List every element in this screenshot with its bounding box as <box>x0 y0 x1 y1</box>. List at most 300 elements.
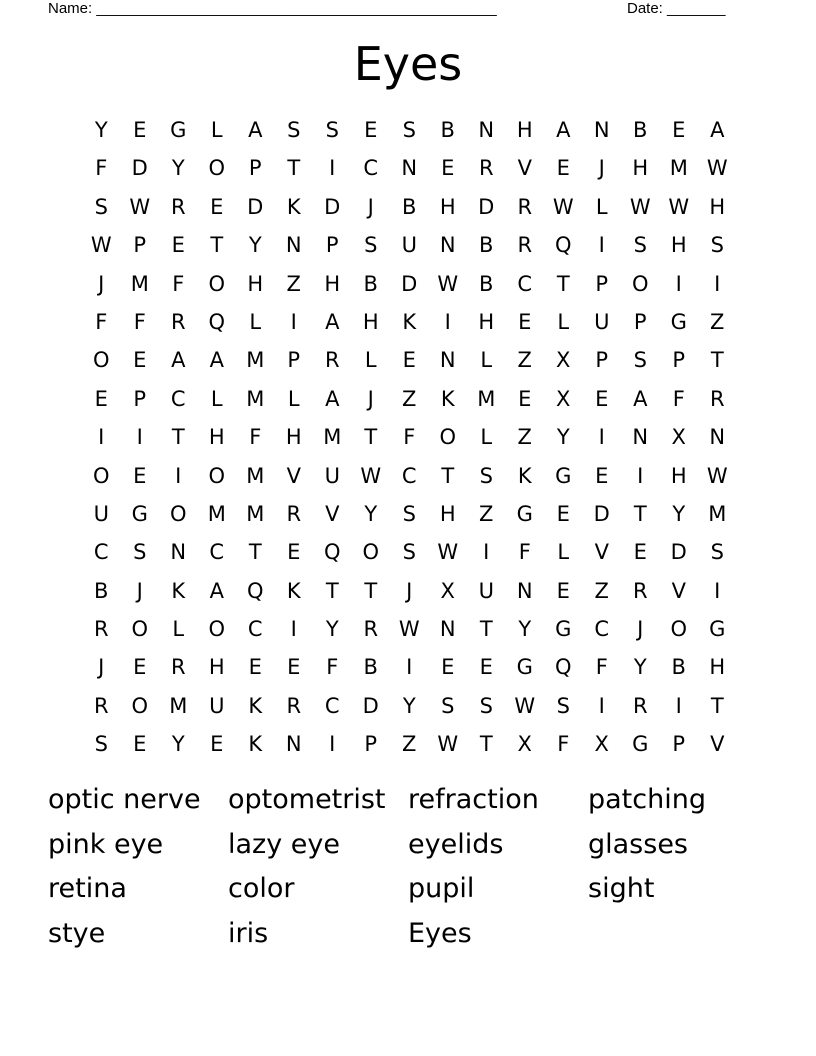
grid-letter: E <box>595 386 609 411</box>
grid-letter: O <box>92 463 110 488</box>
grid-letter: J <box>367 386 374 411</box>
grid-letter: K <box>286 578 301 603</box>
grid-row <box>82 380 750 418</box>
grid-letter: O <box>631 271 649 296</box>
grid-letter: Y <box>633 655 647 680</box>
grid-letter: L <box>364 348 377 373</box>
grid-letter: E <box>364 118 378 142</box>
grid-letter: V <box>325 501 340 526</box>
word-bank-item: Eyes <box>408 918 472 950</box>
grid-letter: N <box>439 348 456 373</box>
grid-letter: Z <box>402 386 417 411</box>
word-bank-item: stye <box>48 918 106 950</box>
grid-letter: S <box>633 348 647 373</box>
grid-letter: E <box>133 655 147 680</box>
word-bank <box>48 780 768 959</box>
grid-letter: W <box>706 156 728 181</box>
grid-letter: G <box>131 501 148 526</box>
grid-row <box>82 725 750 763</box>
grid-letter: E <box>133 732 147 757</box>
grid-letter: M <box>477 386 496 411</box>
grid-letter: K <box>171 578 186 603</box>
grid-letter: M <box>246 386 265 411</box>
grid-letter: Y <box>248 233 262 258</box>
grid-letter: H <box>516 118 533 142</box>
grid-letter: O <box>439 425 457 450</box>
grid-letter: D <box>324 194 341 219</box>
grid-letter: A <box>171 348 186 373</box>
grid-letter: I <box>637 463 644 488</box>
grid-letter: O <box>208 156 226 181</box>
grid-letter: G <box>632 732 649 757</box>
grid-row <box>82 303 750 341</box>
grid-letter: Z <box>286 271 301 296</box>
grid-letter: O <box>362 540 380 565</box>
grid-letter: K <box>248 693 263 718</box>
grid-letter: W <box>437 540 459 565</box>
grid-letter: F <box>595 655 608 680</box>
grid-letter: X <box>440 578 455 603</box>
grid-letter: P <box>672 732 686 757</box>
grid-row <box>82 149 750 187</box>
grid-letter: T <box>287 156 301 181</box>
grid-letter: C <box>324 693 340 718</box>
grid-letter: M <box>708 501 727 526</box>
grid-letter: G <box>170 118 187 142</box>
grid-letter: K <box>286 194 301 219</box>
word-bank-item: iris <box>228 918 269 950</box>
grid-letter: C <box>93 540 109 565</box>
grid-letter: P <box>672 348 686 373</box>
grid-letter: O <box>670 617 688 642</box>
grid-letter: L <box>480 425 493 450</box>
grid-letter: Q <box>554 233 572 258</box>
name-field: Name: ________________________________________________ <box>48 0 497 17</box>
grid-letter: W <box>360 463 382 488</box>
grid-letter: P <box>633 309 647 334</box>
grid-letter: S <box>94 732 108 757</box>
grid-letter: M <box>669 156 688 181</box>
grid-letter: L <box>172 617 185 642</box>
grid-letter: W <box>706 463 728 488</box>
grid-letter: B <box>633 118 648 142</box>
grid-letter: J <box>98 655 105 680</box>
grid-letter: U <box>594 309 610 334</box>
grid-letter: Z <box>402 732 417 757</box>
grid-letter: N <box>285 732 302 757</box>
grid-letter: D <box>247 194 264 219</box>
grid-letter: W <box>629 194 651 219</box>
grid-letter: N <box>439 233 456 258</box>
word-bank-item: patching <box>588 784 706 815</box>
grid-letter: C <box>209 540 225 565</box>
grid-letter: A <box>248 118 263 142</box>
grid-letter: F <box>95 156 108 181</box>
grid-letter: T <box>710 693 724 718</box>
grid-letter: L <box>480 348 493 373</box>
word-bank-item: color <box>228 873 295 905</box>
grid-letter: W <box>514 693 536 718</box>
grid-letter: H <box>247 271 264 296</box>
grid-letter: P <box>287 348 301 373</box>
grid-letter: O <box>208 271 226 296</box>
grid-letter: L <box>557 540 570 565</box>
grid-letter: H <box>208 425 225 450</box>
word-bank-item: pink eye <box>48 828 164 860</box>
grid-letter: A <box>325 386 340 411</box>
grid-letter: E <box>133 118 147 142</box>
grid-letter: I <box>483 540 490 565</box>
grid-letter: I <box>675 693 682 718</box>
grid-letter: E <box>556 578 570 603</box>
grid-letter: G <box>516 655 533 680</box>
grid-letter: S <box>441 693 455 718</box>
grid-letter: B <box>363 655 378 680</box>
grid-letter: F <box>95 309 108 334</box>
grid-letter: Q <box>208 309 226 334</box>
grid-letter: G <box>709 617 726 642</box>
grid-letter: I <box>329 156 336 181</box>
grid-letter: F <box>403 425 416 450</box>
grid-letter: F <box>326 655 339 680</box>
grid-letter: I <box>714 271 721 296</box>
grid-letter: C <box>594 617 610 642</box>
grid-letter: R <box>632 693 648 718</box>
grid-letter: L <box>249 309 262 334</box>
grid-letter: P <box>595 348 609 373</box>
grid-letter: E <box>94 386 108 411</box>
grid-row <box>82 226 750 264</box>
grid-letter: T <box>633 501 647 526</box>
grid-letter: M <box>169 693 188 718</box>
grid-letter: S <box>402 118 416 142</box>
grid-letter: H <box>362 309 379 334</box>
grid-letter: E <box>171 233 185 258</box>
grid-letter: N <box>439 617 456 642</box>
grid-letter: C <box>401 463 417 488</box>
grid-letter: M <box>323 425 342 450</box>
grid-letter: A <box>209 348 224 373</box>
grid-letter: G <box>555 617 572 642</box>
grid-letter: J <box>637 617 644 642</box>
grid-letter: I <box>598 233 605 258</box>
grid-row <box>82 687 750 725</box>
grid-letter: F <box>557 732 570 757</box>
grid-letter: X <box>556 348 571 373</box>
grid-letter: N <box>285 233 302 258</box>
grid-letter: W <box>90 233 112 258</box>
grid-letter: E <box>441 156 455 181</box>
grid-letter: P <box>595 271 609 296</box>
grid-letter: A <box>710 118 725 142</box>
grid-letter: D <box>401 271 418 296</box>
grid-letter: Z <box>479 501 494 526</box>
grid-letter: H <box>670 463 687 488</box>
grid-letter: Q <box>323 540 341 565</box>
grid-letter: O <box>208 617 226 642</box>
grid-letter: L <box>557 309 570 334</box>
grid-letter: E <box>133 463 147 488</box>
grid-letter: K <box>248 732 263 757</box>
grid-letter: T <box>710 348 724 373</box>
grid-row <box>82 418 750 456</box>
grid-letter: D <box>362 693 379 718</box>
grid-letter: O <box>208 463 226 488</box>
word-bank-item: refraction <box>408 784 539 815</box>
grid-letter: A <box>633 386 648 411</box>
grid-row <box>82 648 750 686</box>
grid-letter: E <box>633 540 647 565</box>
grid-letter: H <box>324 271 341 296</box>
grid-letter: B <box>440 118 455 142</box>
grid-letter: C <box>363 156 379 181</box>
grid-letter: D <box>478 194 495 219</box>
grid-letter: N <box>516 578 533 603</box>
grid-letter: N <box>170 540 187 565</box>
word-bank-item: eyelids <box>408 828 504 860</box>
grid-letter: U <box>324 463 340 488</box>
grid-letter: J <box>98 271 105 296</box>
grid-letter: X <box>594 732 609 757</box>
grid-letter: E <box>518 309 532 334</box>
grid-letter: E <box>248 655 262 680</box>
grid-letter: S <box>556 693 570 718</box>
grid-letter: D <box>131 156 148 181</box>
grid-letter: Y <box>171 156 185 181</box>
grid-letter: C <box>247 617 263 642</box>
grid-letter: V <box>710 732 725 757</box>
grid-letter: T <box>479 617 493 642</box>
grid-row <box>82 495 750 533</box>
grid-letter: T <box>556 271 570 296</box>
grid-letter: S <box>364 233 378 258</box>
grid-letter: S <box>710 233 724 258</box>
grid-letter: Y <box>364 501 378 526</box>
grid-letter: I <box>290 309 297 334</box>
grid-letter: P <box>248 156 262 181</box>
grid-letter: V <box>286 463 301 488</box>
grid-row <box>82 457 750 495</box>
grid-letter: J <box>136 578 143 603</box>
grid-letter: R <box>286 693 302 718</box>
grid-letter: E <box>441 655 455 680</box>
grid-letter: I <box>598 693 605 718</box>
grid-letter: N <box>593 118 610 142</box>
grid-letter: Y <box>171 732 185 757</box>
grid-letter: E <box>595 463 609 488</box>
grid-letter: J <box>598 156 605 181</box>
grid-letter: S <box>325 118 339 142</box>
grid-letter: I <box>329 732 336 757</box>
grid-letter: E <box>556 501 570 526</box>
grid-letter: Y <box>325 617 339 642</box>
grid-letter: F <box>518 540 531 565</box>
grid-letter: P <box>133 386 147 411</box>
grid-letter: B <box>363 271 378 296</box>
grid-letter: E <box>210 194 224 219</box>
grid-letter: C <box>170 386 186 411</box>
word-bank-item: retina <box>48 873 127 905</box>
word-bank-item: glasses <box>588 828 688 860</box>
grid-letter: H <box>478 309 495 334</box>
grid-letter: R <box>93 617 109 642</box>
grid-letter: B <box>479 233 494 258</box>
grid-letter: I <box>444 309 451 334</box>
grid-letter: H <box>632 156 649 181</box>
word-bank-item: pupil <box>408 873 475 905</box>
worksheet-header <box>0 0 816 20</box>
grid-letter: E <box>402 348 416 373</box>
grid-letter: M <box>246 463 265 488</box>
grid-letter: W <box>437 271 459 296</box>
grid-letter: O <box>92 348 110 373</box>
grid-letter: W <box>129 194 151 219</box>
grid-letter: H <box>208 655 225 680</box>
grid-letter: A <box>209 578 224 603</box>
grid-letter: E <box>287 540 301 565</box>
grid-letter: T <box>479 732 493 757</box>
grid-letter: V <box>671 578 686 603</box>
grid-letter: Y <box>94 118 108 142</box>
grid-letter: L <box>287 386 300 411</box>
grid-letter: S <box>479 693 493 718</box>
grid-letter: S <box>633 233 647 258</box>
grid-letter: R <box>93 693 109 718</box>
grid-letter: M <box>130 271 149 296</box>
grid-letter: O <box>131 617 149 642</box>
grid-letter: I <box>406 655 413 680</box>
grid-letter: S <box>710 540 724 565</box>
grid-letter: T <box>364 425 378 450</box>
grid-letter: U <box>93 501 109 526</box>
word-bank-item: sight <box>588 873 655 905</box>
grid-letter: K <box>440 386 455 411</box>
grid-letter: T <box>364 578 378 603</box>
grid-letter: P <box>364 732 378 757</box>
grid-letter: E <box>287 655 301 680</box>
grid-letter: H <box>670 233 687 258</box>
grid-letter: W <box>437 732 459 757</box>
grid-row <box>82 610 750 648</box>
grid-letter: E <box>672 118 686 142</box>
grid-letter: I <box>175 463 182 488</box>
grid-letter: S <box>94 194 108 219</box>
grid-letter: I <box>675 271 682 296</box>
grid-letter: C <box>517 271 533 296</box>
grid-letter: I <box>598 425 605 450</box>
grid-letter: L <box>210 386 223 411</box>
grid-letter: T <box>248 540 262 565</box>
grid-letter: T <box>210 233 224 258</box>
grid-letter: Z <box>710 309 725 334</box>
grid-letter: A <box>556 118 571 142</box>
grid-letter: P <box>325 233 339 258</box>
grid-letter: R <box>363 617 379 642</box>
grid-letter: R <box>517 194 533 219</box>
grid-letter: V <box>517 156 532 181</box>
grid-letter: E <box>210 732 224 757</box>
grid-letter: E <box>479 655 493 680</box>
grid-letter: S <box>402 540 416 565</box>
grid-letter: J <box>406 578 413 603</box>
page-title: Eyes <box>353 37 463 91</box>
grid-letter: Y <box>402 693 416 718</box>
grid-letter: N <box>478 118 495 142</box>
grid-letter: W <box>552 194 574 219</box>
grid-letter: U <box>401 233 417 258</box>
grid-letter: W <box>668 194 690 219</box>
grid-letter: N <box>709 425 726 450</box>
grid-letter: F <box>249 425 262 450</box>
grid-row <box>82 572 750 610</box>
grid-letter: I <box>290 617 297 642</box>
grid-letter: S <box>402 501 416 526</box>
grid-letter: E <box>556 156 570 181</box>
grid-letter: Z <box>594 578 609 603</box>
grid-letter: R <box>170 194 186 219</box>
grid-letter: U <box>478 578 494 603</box>
grid-row <box>82 188 750 226</box>
grid-letter: G <box>670 309 687 334</box>
grid-letter: Y <box>518 617 532 642</box>
grid-letter: H <box>709 655 726 680</box>
grid-letter: R <box>709 386 725 411</box>
grid-letter: R <box>478 156 494 181</box>
grid-letter: F <box>672 386 685 411</box>
word-bank-item: optometrist <box>228 784 386 815</box>
grid-letter: Y <box>556 425 570 450</box>
grid-letter: L <box>595 194 608 219</box>
grid-letter: Q <box>554 655 572 680</box>
grid-letter: L <box>210 118 223 142</box>
grid-letter: S <box>479 463 493 488</box>
grid-letter: B <box>94 578 109 603</box>
letter-grid <box>82 111 750 764</box>
grid-letter: B <box>671 655 686 680</box>
grid-letter: T <box>441 463 455 488</box>
grid-letter: O <box>131 693 149 718</box>
grid-letter: U <box>209 693 225 718</box>
grid-letter: Y <box>672 501 686 526</box>
grid-letter: M <box>246 348 265 373</box>
grid-letter: B <box>479 271 494 296</box>
grid-letter: D <box>593 501 610 526</box>
grid-letter: N <box>401 156 418 181</box>
grid-letter: X <box>556 386 571 411</box>
grid-letter: Z <box>517 348 532 373</box>
grid-letter: D <box>670 540 687 565</box>
grid-letter: Q <box>246 578 264 603</box>
grid-letter: T <box>325 578 339 603</box>
grid-row <box>82 533 750 571</box>
grid-letter: R <box>517 233 533 258</box>
grid-letter: K <box>517 463 532 488</box>
grid-letter: M <box>207 501 226 526</box>
grid-letter: R <box>170 309 186 334</box>
grid-row <box>82 111 750 149</box>
grid-letter: S <box>287 118 301 142</box>
grid-letter: G <box>555 463 572 488</box>
grid-row <box>82 265 750 303</box>
grid-letter: I <box>714 578 721 603</box>
grid-letter: R <box>286 501 302 526</box>
grid-letter: F <box>133 309 146 334</box>
grid-letter: Z <box>517 425 532 450</box>
word-bank-item: optic nerve <box>48 784 201 815</box>
grid-letter: T <box>171 425 185 450</box>
grid-letter: A <box>325 309 340 334</box>
grid-row <box>82 341 750 379</box>
